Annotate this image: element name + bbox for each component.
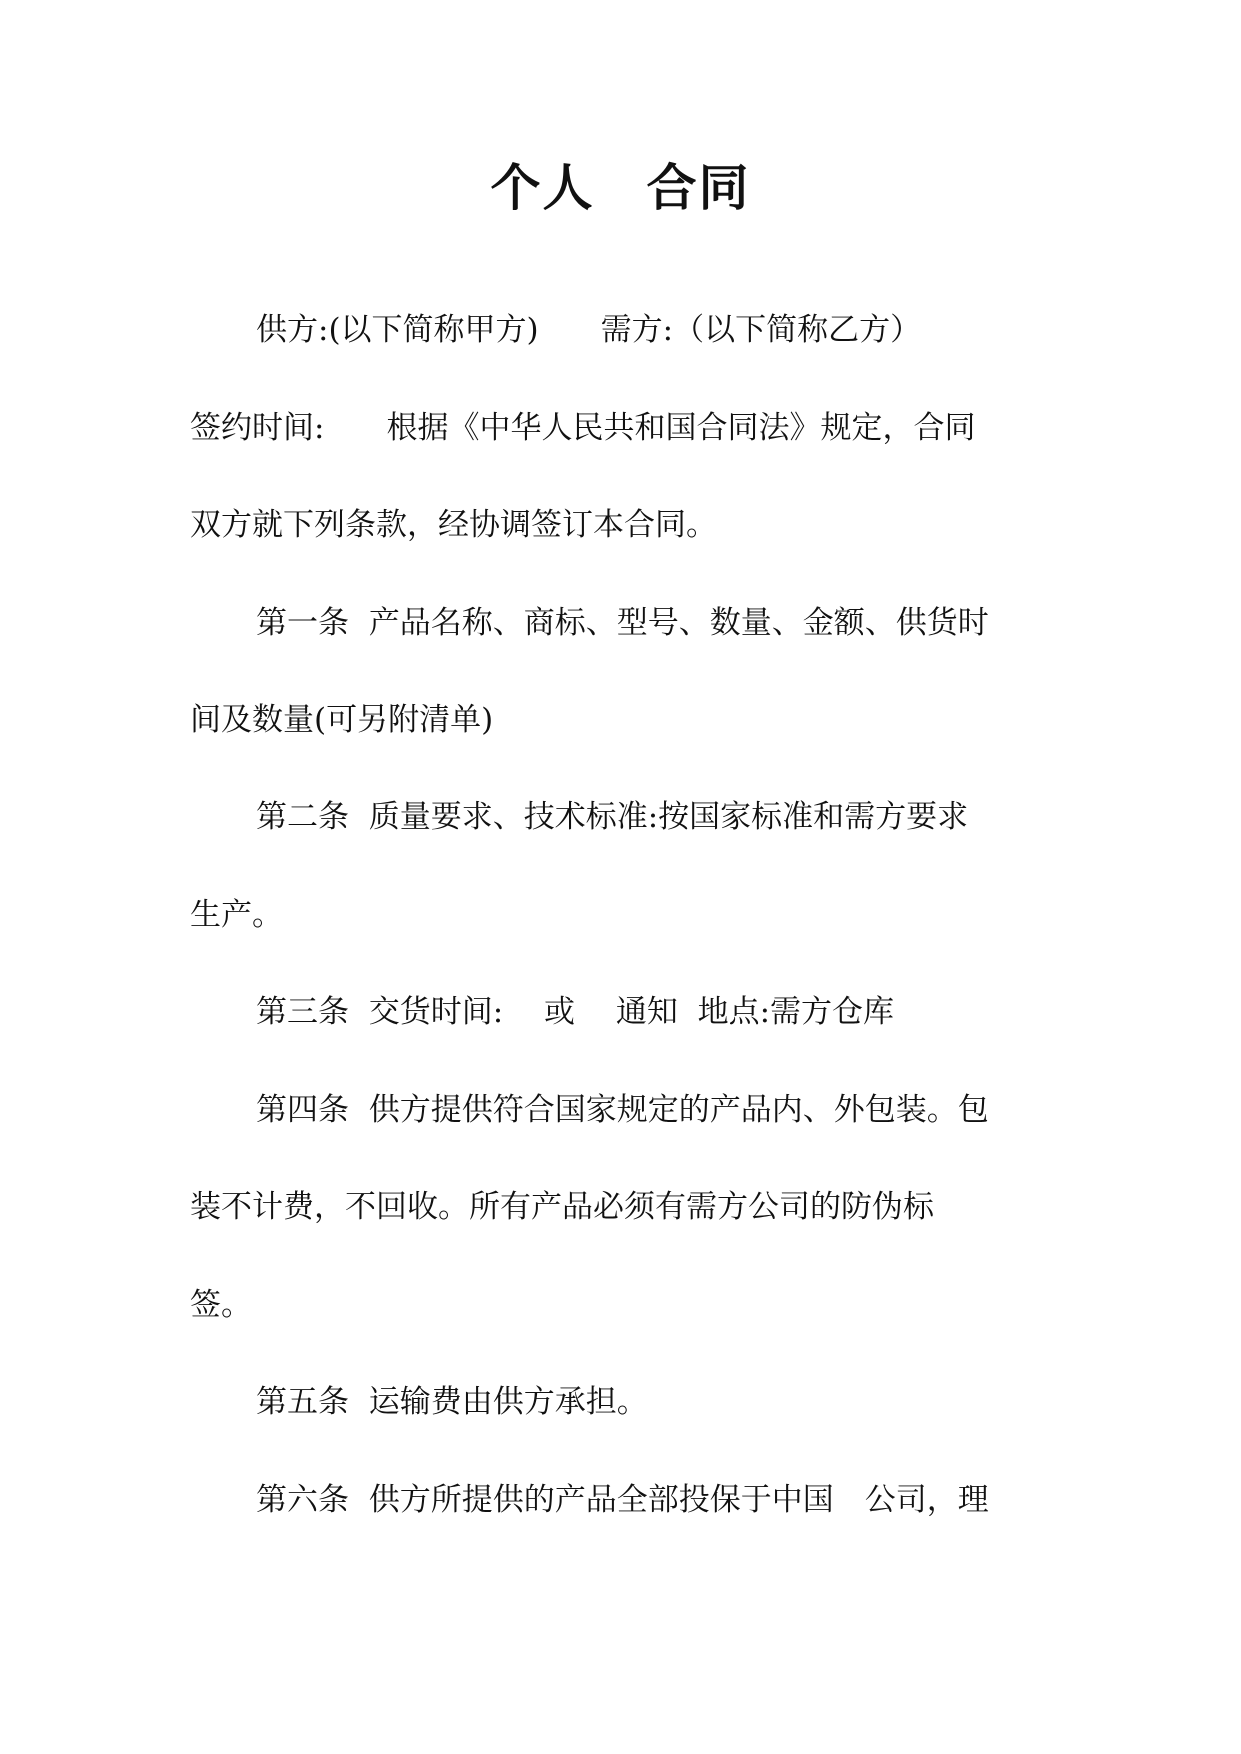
article-4-line-2: 装不计费，不回收。所有产品必须有需方公司的防伪标 <box>190 1189 934 1225</box>
article-2-line-1: 第二条 质量要求、技术标准:按国家标准和需方要求 <box>256 799 969 835</box>
article-4-line-1: 第四条 供方提供符合国家规定的产品内、外包装。包 <box>256 1092 989 1128</box>
article-1-line-1: 第一条 产品名称、商标、型号、数量、金额、供货时 <box>256 605 989 641</box>
intro-continuation: 双方就下列条款，经协调签订本合同。 <box>190 507 717 543</box>
article-3-line: 第三条 交货时间: 或 通知 地点:需方仓库 <box>256 994 895 1030</box>
article-5-line: 第五条 运输费由供方承担。 <box>256 1384 648 1420</box>
article-1-line-2: 间及数量(可另附清单) <box>190 702 494 738</box>
article-4-line-3: 签。 <box>190 1287 252 1323</box>
article-6-line: 第六条 供方所提供的产品全部投保于中国 公司，理 <box>256 1482 989 1518</box>
article-2-line-2: 生产。 <box>190 897 283 933</box>
signing-time-line: 签约时间: 根据《中华人民共和国合同法》规定，合同 <box>190 410 976 446</box>
parties-line: 供方:(以下简称甲方) 需方:（以下简称乙方） <box>256 312 922 348</box>
document-title: 个人 合同 <box>490 158 751 217</box>
